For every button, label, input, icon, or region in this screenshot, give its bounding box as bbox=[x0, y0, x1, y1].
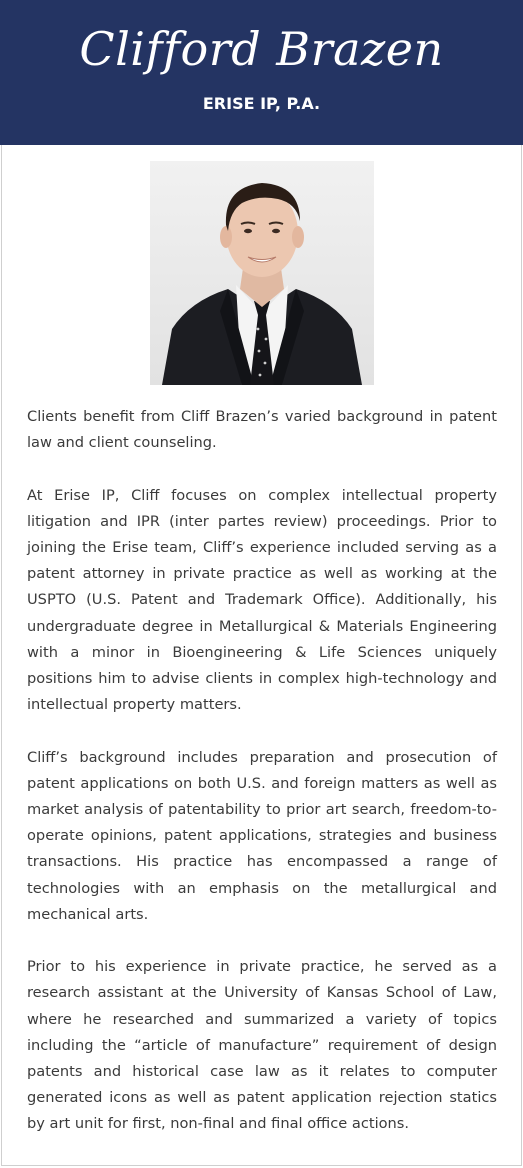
bio-paragraph: Prior to his experience in private practice, he served as a research assistant at the University of Kansas School of Law, where he researched and summarized a variety of topics including the “article of manufacture” requirement of design patents and historical case law as it relates to computer generated icons as well as patent application rejection statics by art unit for first, non-final and final office actions. bbox=[27, 958, 497, 1133]
attorney-headshot bbox=[150, 161, 374, 385]
bio-paragraph: At Erise IP, Cliff focuses on complex intellectual property litigation and IPR (inter partes review) proceedings. Prior to joining the Erise team, Cliff’s experience included serving as a patent attorney in private practice as well as working at the USPTO (U.S. Patent and Trademark Office). Additionally, his undergraduate degree in Metallurgical & Materials Engineering with a minor in Bioengineering & Life Sciences uniquely positions him to advise clients in complex high-technology and intellectual property matters. bbox=[27, 486, 497, 714]
attorney-name: Clifford Brazen bbox=[79, 22, 444, 76]
bio-paragraph: Cliff’s background includes preparation and prosecution of patent applications on both U.S. and foreign matters as well as market analysis of patentability to prior art search, freedom-to-operate opinions, patent applications, strategies and business transactions. His practice has encompassed a range of technologies with an emphasis on the metallurgical and mechanical arts. bbox=[27, 748, 497, 923]
headshot-illustration bbox=[150, 161, 374, 385]
profile-card bbox=[1, 145, 522, 1166]
bio-paragraph: Clients benefit from Cliff Brazen’s varied background in patent law and client counseling. bbox=[27, 408, 497, 452]
attorney-bio bbox=[27, 404, 497, 1138]
profile-header bbox=[0, 0, 523, 145]
firm-name: ERISE IP, P.A. bbox=[202, 94, 321, 113]
